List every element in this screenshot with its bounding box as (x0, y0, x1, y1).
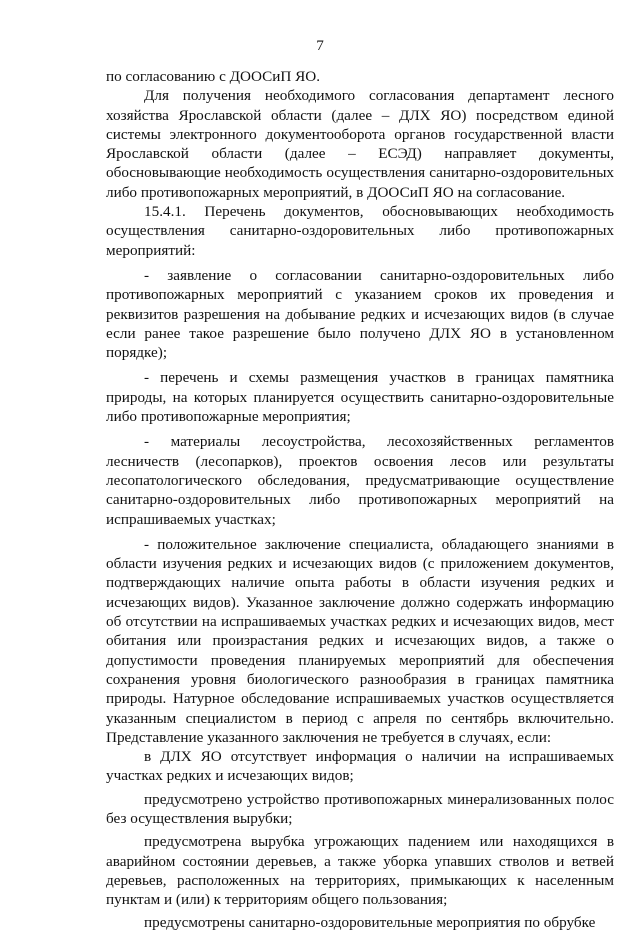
list-item-application: - заявление о согласовании санитарно-оздоровительных либо противопожарных мероприятий с указанием сроков их проведения и реквизитов разрешения на добывание редких и исчезающих видов (в случае если ранее такое разрешение было получено ДЛХ ЯО в установленном порядке); (106, 266, 614, 362)
paragraph-continuation: по согласованию с ДООСиП ЯО. (106, 68, 321, 85)
list-item-specialist-conclusion: - положительное заключение специалиста, обладающего знаниями в области изучения редких и исчезающих видов (с приложением документов, подтверждающих наличие опыта работы в области изучения редких и исчезающих видов). Указанное заключение должно содержать информацию об отсутствии на испрашиваемых участках редких и исчезающих видов, мест обитания или произрастания редких и исчезающих видов, а также о допустимости проведения планируемых мероприятий для обеспечения сохранения уровня биологического разнообразия в границах памятника природы. Натурное обследование испрашиваемых участков осуществляется указанным специалистом в период с апреля по сентябрь включительно. Представление указанного заключения не требуется в случаях, если: (106, 535, 614, 746)
document-body (106, 67, 614, 933)
paragraph-case-hazard-trees: предусмотрена вырубка угрожающих падением или находящихся в аварийном состоянии деревьев, а также уборка упавших стволов и ветвей деревьев, расположенных на территориях, примыкающих к населенным пунктам и (или) к территориям общего пользования; (106, 833, 614, 909)
paragraph-case-pruning: предусмотрены санитарно-оздоровительные мероприятия по обрубке (144, 914, 596, 932)
list-item-site-schemes: - перечень и схемы размещения участков в границах памятника природы, на которых планируется осуществить санитарно-оздоровительные либо противопожарные мероприятия; (106, 369, 614, 426)
paragraph-approval-procedure: Для получения необходимого согласования департамент лесного хозяйства Ярославской области (далее – ДЛХ ЯО) посредством единой системы электронного документооборота органов государственной власти Ярославской области (далее – ЕСЭД) направляет документы, обосновывающие необходимость осуществления санитарно-оздоровительных либо противопожарных мероприятий, в ДООСиП ЯО на согласование. (106, 87, 614, 201)
paragraph-document-list-heading: 15.4.1. Перечень документов, обосновывающих необходимость осуществления санитарно-оздоровительных либо противопожарных мероприятий: (106, 203, 614, 259)
page-number: 7 (316, 37, 324, 54)
list-item-forest-materials: - материалы лесоустройства, лесохозяйственных регламентов лесничеств (лесопарков), проектов освоения лесов или результаты лесопатологического обследования, предусматривающие осуществление санитарно-оздоровительных либо противопожарных мероприятий на испрашиваемых участках; (106, 433, 614, 528)
paragraph-case-no-info: в ДЛХ ЯО отсутствует информация о наличии на испрашиваемых участках редких и исчезающих видов; (106, 748, 614, 785)
paragraph-case-firebreaks: предусмотрено устройство противопожарных минерализованных полос без осуществления вырубки; (106, 790, 614, 827)
